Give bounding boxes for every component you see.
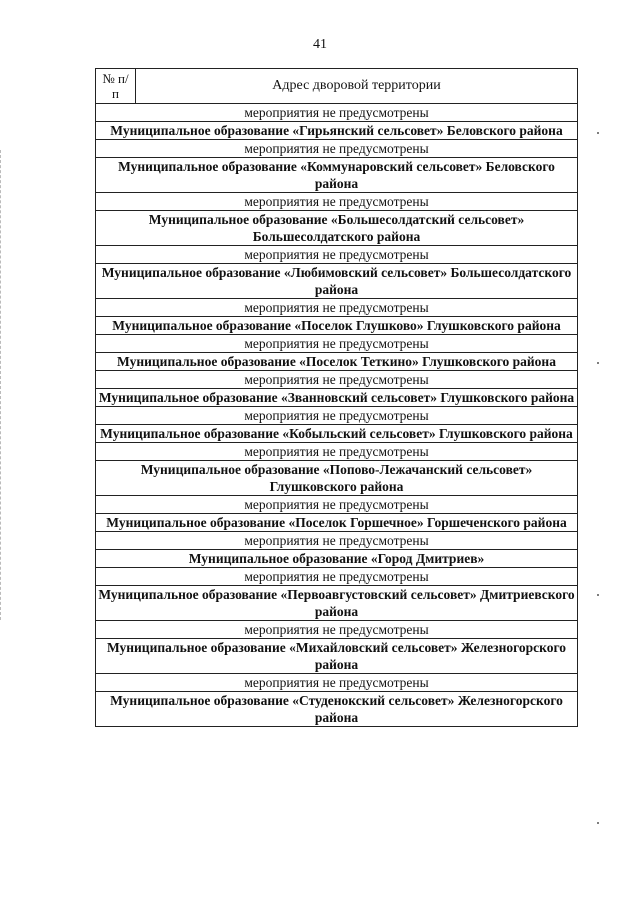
no-measures-row bbox=[96, 140, 578, 158]
municipality-name: Муниципальное образование «Попово-Лежачанский сельсовет» Глушковского района bbox=[96, 461, 578, 496]
no-measures-row bbox=[96, 246, 578, 264]
municipality-name: Муниципальное образование «Званновский сельсовет» Глушковского района bbox=[96, 389, 578, 407]
scan-speck bbox=[597, 362, 599, 364]
scan-speck bbox=[597, 594, 599, 596]
header-number-cell: № п/п bbox=[96, 69, 136, 104]
municipality-row bbox=[96, 353, 578, 371]
no-measures-note: мероприятия не предусмотрены bbox=[96, 674, 578, 692]
municipality-name: Муниципальное образование «Первоавгустовский сельсовет» Дмитриевского района bbox=[96, 586, 578, 621]
scan-speck bbox=[597, 132, 599, 134]
municipality-row bbox=[96, 692, 578, 727]
no-measures-row bbox=[96, 532, 578, 550]
no-measures-row bbox=[96, 193, 578, 211]
no-measures-note: мероприятия не предусмотрены bbox=[96, 407, 578, 425]
no-measures-row bbox=[96, 621, 578, 639]
no-measures-note: мероприятия не предусмотрены bbox=[96, 246, 578, 264]
municipality-row bbox=[96, 211, 578, 246]
no-measures-row bbox=[96, 443, 578, 461]
municipality-row bbox=[96, 461, 578, 496]
municipality-row bbox=[96, 514, 578, 532]
no-measures-row bbox=[96, 104, 578, 122]
no-measures-row bbox=[96, 371, 578, 389]
municipality-name: Муниципальное образование «Поселок Глушково» Глушковского района bbox=[96, 317, 578, 335]
no-measures-note: мероприятия не предусмотрены bbox=[96, 371, 578, 389]
no-measures-row bbox=[96, 496, 578, 514]
no-measures-row bbox=[96, 674, 578, 692]
municipality-row bbox=[96, 317, 578, 335]
no-measures-note: мероприятия не предусмотрены bbox=[96, 335, 578, 353]
municipality-row bbox=[96, 425, 578, 443]
municipality-row bbox=[96, 158, 578, 193]
municipality-name: Муниципальное образование «Большесолдатский сельсовет» Большесолдатского района bbox=[96, 211, 578, 246]
no-measures-row bbox=[96, 299, 578, 317]
table-header-row bbox=[96, 69, 578, 104]
no-measures-row bbox=[96, 568, 578, 586]
municipality-name: Муниципальное образование «Любимовский сельсовет» Большесолдатского района bbox=[96, 264, 578, 299]
municipality-name: Муниципальное образование «Михайловский сельсовет» Железногорского района bbox=[96, 639, 578, 674]
no-measures-note: мероприятия не предусмотрены bbox=[96, 104, 578, 122]
municipality-name: Муниципальное образование «Гирьянский сельсовет» Беловского района bbox=[96, 122, 578, 140]
scan-edge-line bbox=[0, 150, 3, 620]
municipality-name: Муниципальное образование «Поселок Горшечное» Горшеченского района bbox=[96, 514, 578, 532]
municipality-row bbox=[96, 639, 578, 674]
no-measures-note: мероприятия не предусмотрены bbox=[96, 443, 578, 461]
no-measures-note: мероприятия не предусмотрены bbox=[96, 621, 578, 639]
municipality-name: Муниципальное образование «Коммунаровский сельсовет» Беловского района bbox=[96, 158, 578, 193]
municipality-name: Муниципальное образование «Поселок Теткино» Глушковского района bbox=[96, 353, 578, 371]
no-measures-note: мероприятия не предусмотрены bbox=[96, 193, 578, 211]
no-measures-note: мероприятия не предусмотрены bbox=[96, 299, 578, 317]
page-number: 41 bbox=[313, 37, 327, 52]
scan-speck bbox=[597, 822, 599, 824]
no-measures-note: мероприятия не предусмотрены bbox=[96, 140, 578, 158]
header-address-cell: Адрес дворовой территории bbox=[136, 69, 578, 104]
no-measures-note: мероприятия не предусмотрены bbox=[96, 568, 578, 586]
municipality-row bbox=[96, 122, 578, 140]
municipality-name: Муниципальное образование «Город Дмитриев» bbox=[96, 550, 578, 568]
municipality-name: Муниципальное образование «Кобыльский сельсовет» Глушковского района bbox=[96, 425, 578, 443]
municipality-row bbox=[96, 264, 578, 299]
municipality-row bbox=[96, 389, 578, 407]
municipality-row bbox=[96, 586, 578, 621]
no-measures-row bbox=[96, 335, 578, 353]
municipality-name: Муниципальное образование «Студенокский сельсовет» Железногорского района bbox=[96, 692, 578, 727]
territory-table bbox=[95, 68, 578, 727]
municipality-row bbox=[96, 550, 578, 568]
no-measures-note: мероприятия не предусмотрены bbox=[96, 496, 578, 514]
no-measures-row bbox=[96, 407, 578, 425]
no-measures-note: мероприятия не предусмотрены bbox=[96, 532, 578, 550]
